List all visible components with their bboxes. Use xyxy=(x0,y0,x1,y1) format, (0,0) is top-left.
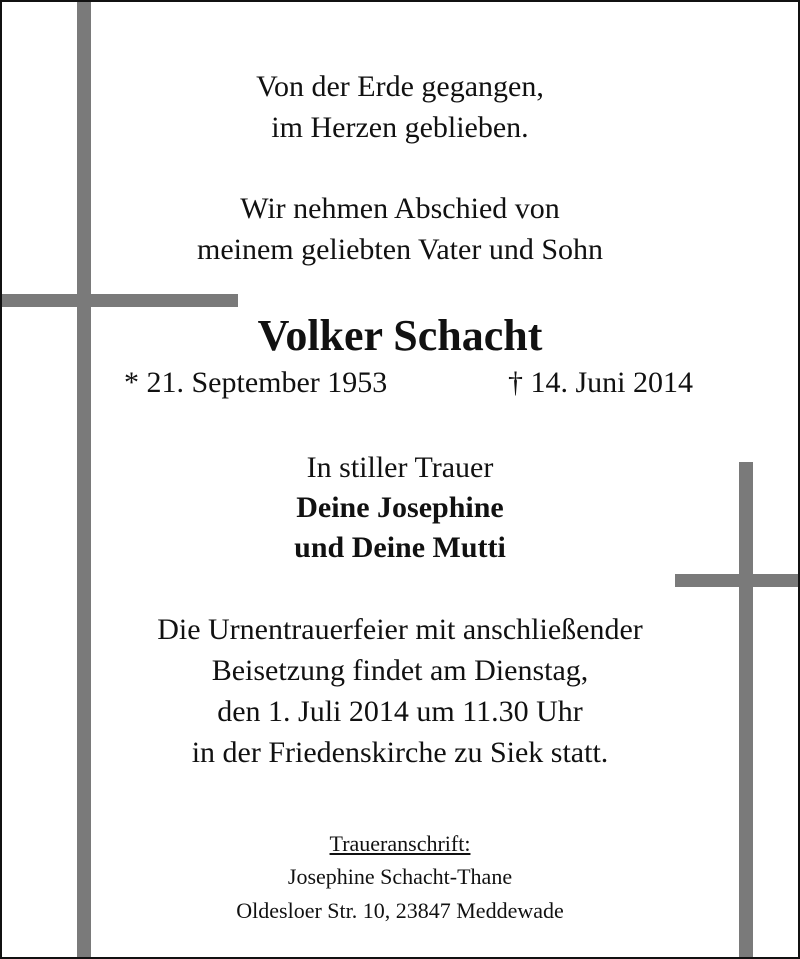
mourning-address xyxy=(2,860,798,928)
death-date: † 14. Juni 2014 xyxy=(508,366,694,399)
mourner-line: Deine Josephine xyxy=(296,491,504,524)
mourning-intro: In stiller Trauer xyxy=(306,451,494,484)
ceremony-details xyxy=(2,609,798,773)
mourners-names xyxy=(2,488,798,568)
address-label: Traueranschrift: xyxy=(329,831,471,856)
verse-line: im Herzen geblieben. xyxy=(271,111,529,144)
farewell-line: meinem geliebten Vater und Sohn xyxy=(196,233,604,266)
cross-right-horizontal-beam xyxy=(675,574,798,587)
birth-date: * 21. September 1953 xyxy=(124,366,388,399)
verse-line: Von der Erde gegangen, xyxy=(256,70,544,103)
mourner-line: und Deine Mutti xyxy=(294,531,506,564)
address-line: Josephine Schacht-Thane xyxy=(287,864,513,889)
farewell-text xyxy=(2,188,798,270)
ceremony-line: Beisetzung findet am Dienstag, xyxy=(211,654,589,687)
ceremony-line: den 1. Juli 2014 um 11.30 Uhr xyxy=(217,695,583,728)
address-line: Oldesloer Str. 10, 23847 Meddewade xyxy=(236,898,564,923)
cross-left-horizontal-beam xyxy=(2,294,238,307)
verse xyxy=(2,66,798,148)
farewell-line: Wir nehmen Abschied von xyxy=(240,192,560,225)
ceremony-line: Die Urnentrauerfeier mit anschließender xyxy=(157,613,643,646)
deceased-name: Volker Schacht xyxy=(257,311,543,360)
ceremony-line: in der Friedenskirche zu Siek statt. xyxy=(191,736,609,769)
